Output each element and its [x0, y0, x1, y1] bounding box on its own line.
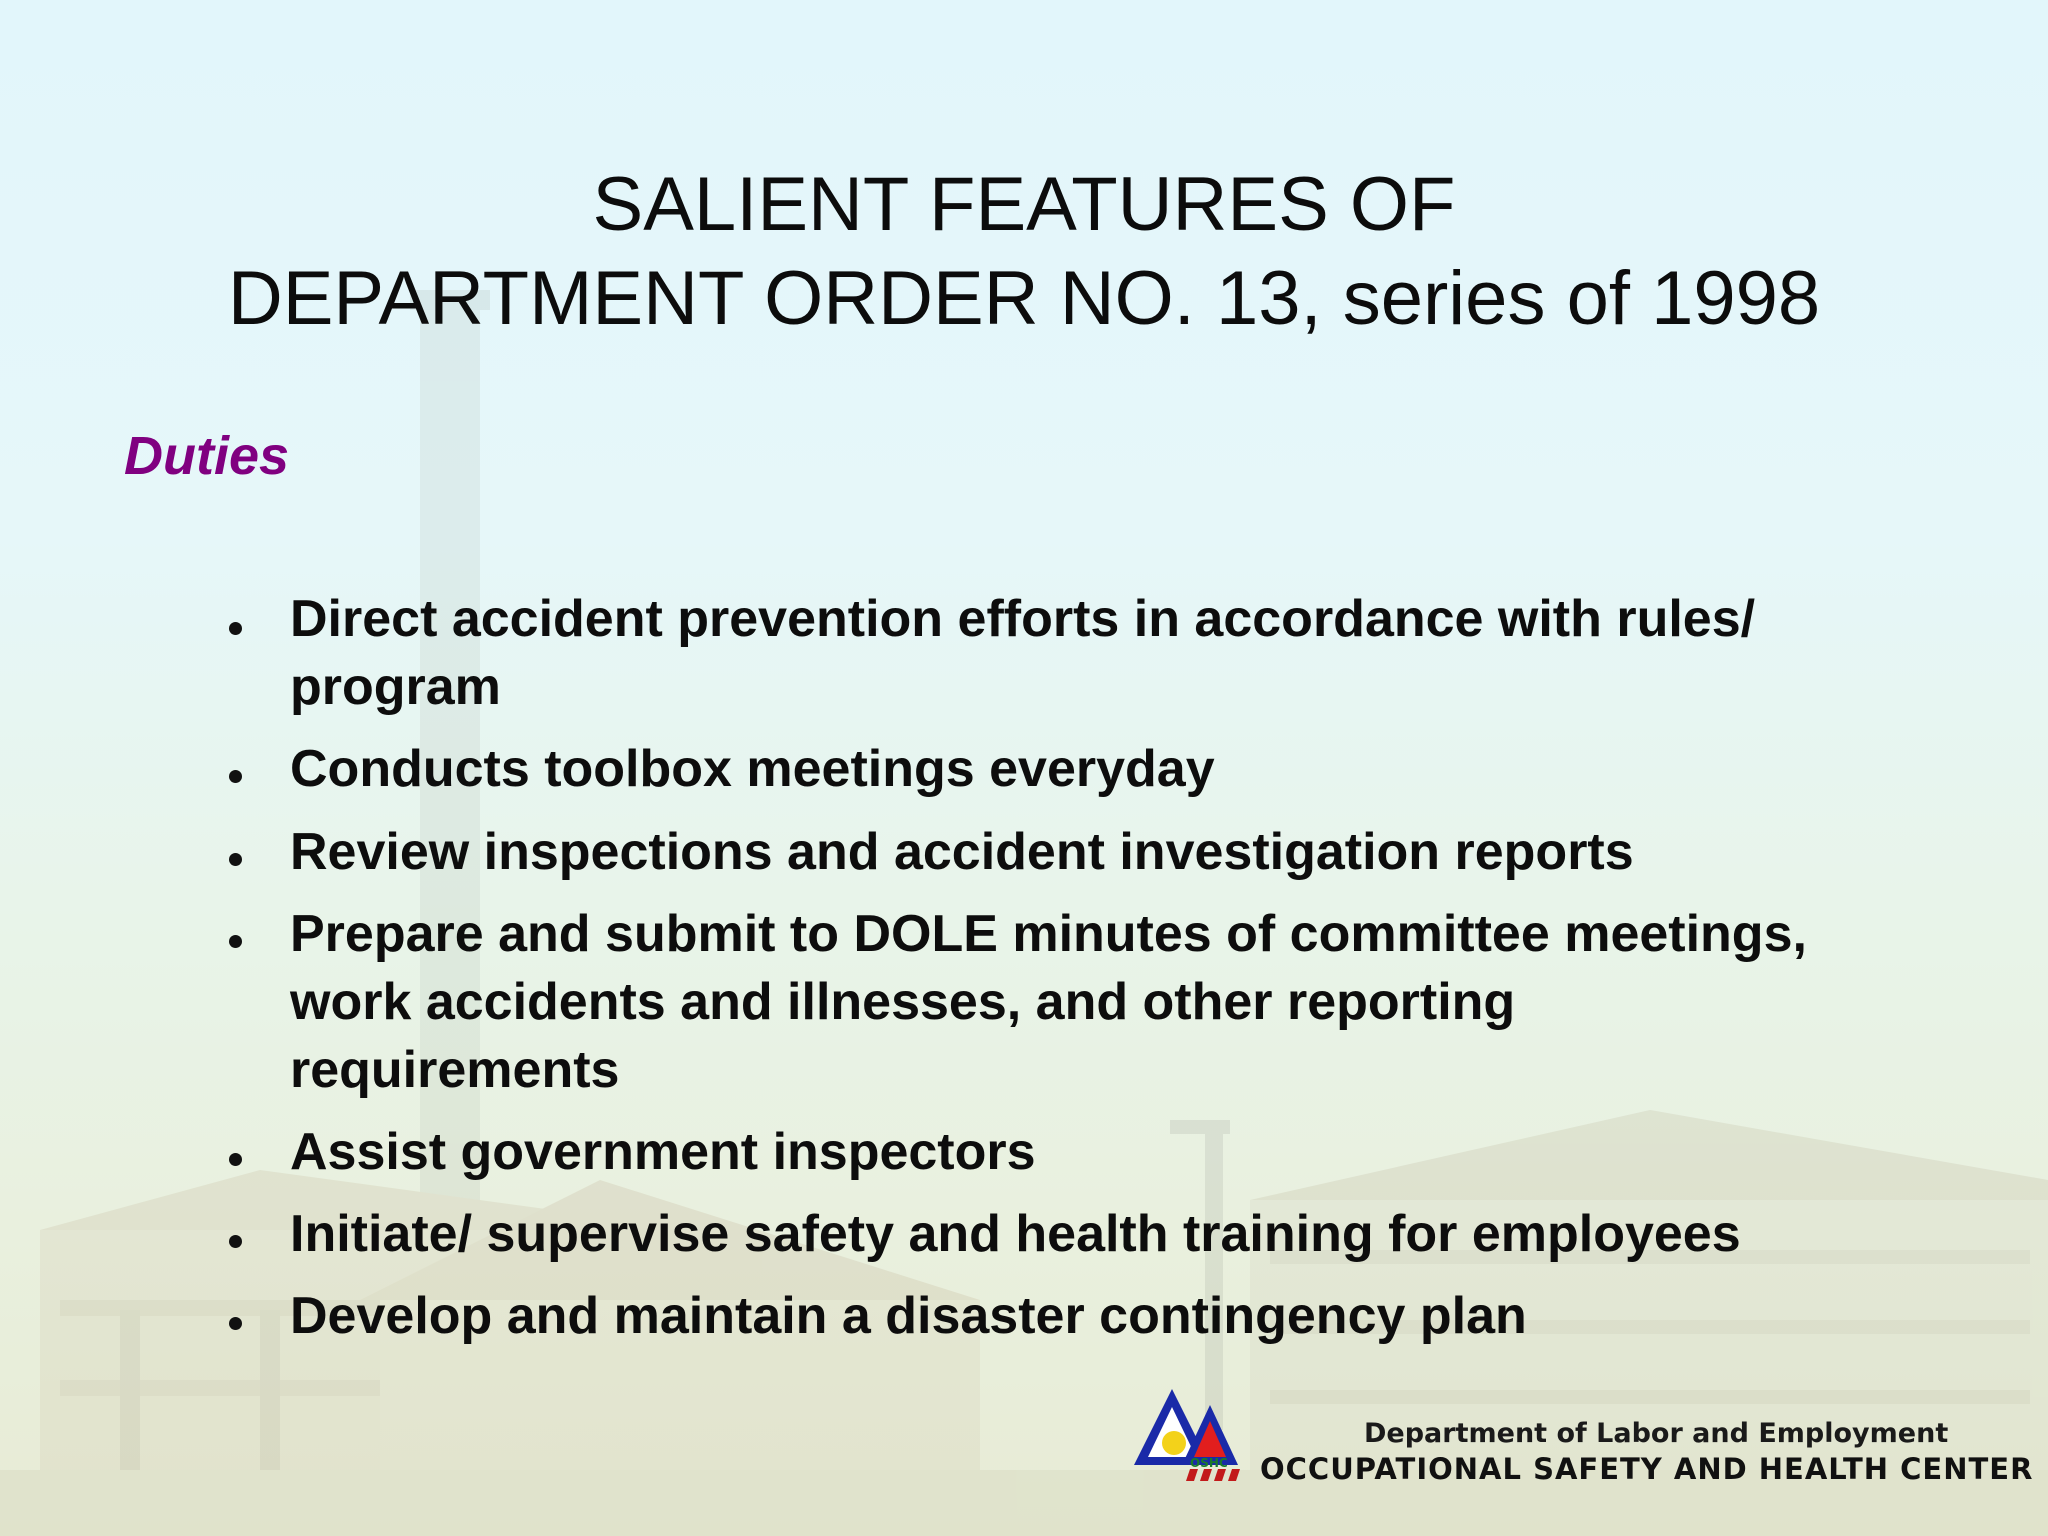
- bullet-line: Review inspections and accident investigation reports: [290, 823, 1634, 881]
- bullet-item: [290, 585, 1990, 721]
- bullet-item: [290, 1200, 1990, 1268]
- bullet-line: requirements: [290, 1041, 620, 1099]
- title-line-1: SALIENT FEATURES OF: [592, 162, 1456, 247]
- oshc-triangle-logo-icon: [1130, 1385, 1255, 1485]
- bullet-item: [290, 900, 1990, 1104]
- bullet-line: Initiate/ supervise safety and health training for employees: [290, 1205, 1741, 1263]
- bullet-line: Direct accident prevention efforts in accordance with rules/: [290, 590, 1756, 648]
- bullet-dot: [229, 1153, 242, 1166]
- bullet-item: [290, 735, 1990, 803]
- bullet-dot: [229, 622, 242, 635]
- bullet-item: [290, 1282, 1990, 1350]
- bullet-dot: [229, 770, 242, 783]
- bullet-line: program: [290, 658, 501, 716]
- svg-text:OSHC: OSHC: [1190, 1456, 1228, 1470]
- bullet-line: Prepare and submit to DOLE minutes of committee meetings,: [290, 905, 1807, 963]
- bullet-item: [290, 1118, 1990, 1186]
- bullet-dot: [229, 1235, 242, 1248]
- bullet-line: Assist government inspectors: [290, 1123, 1036, 1181]
- bullet-dot: [229, 935, 242, 948]
- bullet-line: work accidents and illnesses, and other reporting: [290, 973, 1516, 1031]
- department-name: Department of Labor and Employment: [1364, 1418, 1949, 1449]
- section-subtitle: Duties: [124, 426, 290, 486]
- bullet-line: Develop and maintain a disaster contingency plan: [290, 1287, 1527, 1345]
- bullet-line: Conducts toolbox meetings everyday: [290, 740, 1215, 798]
- title-line-2: DEPARTMENT ORDER NO. 13, series of 1998: [227, 256, 1821, 341]
- bullet-item: [290, 818, 1990, 886]
- center-name: OCCUPATIONAL SAFETY AND HEALTH CENTER: [1260, 1452, 2034, 1486]
- bullet-dot: [229, 853, 242, 866]
- bullet-dot: [229, 1317, 242, 1330]
